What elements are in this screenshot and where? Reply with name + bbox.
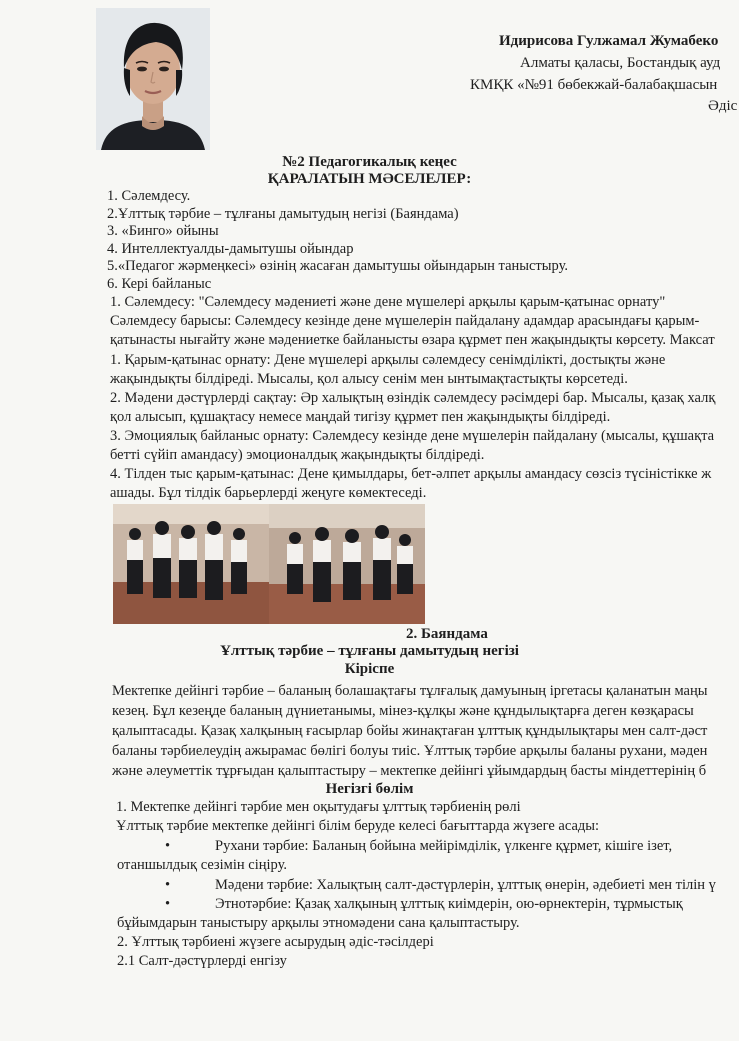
- agenda-item: 6. Кері байланыс: [107, 276, 212, 292]
- paragraph-line: баланы тәрбиелеудің ажырамас бөлігі болуы тиіс. Ұлттық тәрбие арқылы баланы рухани, мәден: [112, 743, 708, 759]
- subsection-title: 2. Ұлттық тәрбиені жүзеге асырудың әдіс-тәсілдері: [117, 934, 434, 950]
- paragraph-line: жақындықты білдіреді. Мысалы, қол алысу сенім мен ынтымақтастықты көрсетеді.: [110, 371, 628, 387]
- agenda-item: 1. Сәлемдесу.: [107, 188, 191, 204]
- agenda-item: 5.«Педагог жәрмеңкесі» өзінің жасаған дамытушы ойындарын таныстыру.: [107, 258, 568, 274]
- event-photo-left: [113, 504, 269, 624]
- paragraph-line: Ұлттық тәрбие мектепке дейінгі білім беруде келесі бағыттарда жүзеге асады:: [116, 818, 600, 834]
- bullet-text: Этнотәрбие: Қазақ халқының ұлттық киімдерін, ою-өрнектерін, тұрмыстық: [215, 896, 683, 912]
- agenda-item: 3. «Бинго» ойыны: [107, 223, 219, 239]
- author-role: Әдіс: [708, 98, 738, 114]
- paragraph-line: 3. Эмоциялық байланыс орнату: Сәлемдесу кезінде дене мүшелерін пайдалану (мысалы, құшақта: [110, 428, 715, 444]
- author-org: КМҚК «№91 бөбекжай-балабақшасын: [470, 77, 718, 93]
- intro-heading: Кіріспе: [344, 661, 395, 677]
- paragraph-line: қатынасты нығайту және мәдениетке байланысты өзара құрмет пен жақындықты көрсету. Максат: [110, 332, 715, 348]
- paragraph-line: Мектепке дейінгі тәрбие – баланың болашақтағы тұлғалық дамуының іргетасы қаланатын маңы: [112, 683, 708, 699]
- main-heading: Негізгі бөлім: [325, 781, 414, 797]
- paragraph-line: 2. Мәдени дәстүрлерді сақтау: Әр халықтың өзіндік сәлемдесу рәсімдері бар. Мысалы, қазақ халқ: [110, 390, 716, 406]
- paragraph-line: кезең. Бұл кезеңде баланың дүниетанымы, мінез-құлқы және құндылықтарға деген көзқарасы: [112, 703, 694, 719]
- bullet-text: Рухани тәрбие: Баланың бойына мейірімділік, үлкенге құрмет, кішіге ізет,: [215, 838, 673, 854]
- paragraph-line: қол алысып, құшақтасу немесе маңдай тигізу құрмет пен жақындықты білдіреді.: [110, 409, 611, 425]
- event-photo-right: [269, 504, 425, 624]
- paragraph-line: және әлеуметтік тұрғыдан қалыптастыру – мектепке дейінгі ұйымдардың басты міндеттерінің б: [112, 763, 707, 779]
- bullet-text-cont: отаншылдық сезімін сіңіру.: [117, 857, 288, 873]
- paragraph-line: қалыптасады. Қазақ халқының ғасырлар бойы жинақтаған ұлттық құндылықтары мен салт-дәст: [112, 723, 708, 739]
- subsection-title: 1. Мектепке дейінгі тәрбие мен оқытудағы ұлттық тәрбиенің рөлі: [116, 799, 521, 815]
- report-title: Ұлттық тәрбие – тұлғаны дамытудың негізі: [220, 643, 519, 659]
- bullet-text: Мәдени тәрбие: Халықтың салт-дәстүрлерін, ұлттық өнерін, әдебиеті мен тілін ү: [215, 877, 716, 893]
- agenda-item: 2.Ұлттық тәрбие – тұлғаны дамытудың негізі (Баяндама): [107, 206, 459, 222]
- bullet: •: [165, 838, 171, 854]
- subsection-title: 2.1 Салт-дәстүрлерді енгізу: [117, 953, 287, 969]
- paragraph-line: 4. Тілден тыс қарым-қатынас: Дене қимылдары, бет-әлпет арқылы амандасу сөзсіз түсіністікке ж: [110, 466, 712, 482]
- agenda-item: 4. Интеллектуалды-дамытушы ойындар: [107, 241, 354, 257]
- paragraph-line: 1. Сәлемдесу: "Сәлемдесу мәдениеті және дене мүшелері арқылы қарым-қатынас орнату": [110, 294, 666, 310]
- bullet: •: [165, 877, 171, 893]
- paragraph-line: ашады. Бұл тілдік барьерлерді жеңуге көмектеседі.: [110, 485, 427, 501]
- council-title: №2 Педагогикалық кеңес: [282, 154, 457, 170]
- paragraph-line: бетті сүйіп амандасу) эмоционалдық жақындықты білдіреді.: [110, 447, 485, 463]
- bullet: •: [165, 896, 171, 912]
- author-photo: [96, 8, 210, 150]
- author-city: Алматы қаласы, Бостандық ауд: [520, 55, 721, 71]
- author-name: Идирисова Гулжамал Жумабеко: [499, 33, 719, 49]
- agenda-heading: ҚАРАЛАТЫН МӘСЕЛЕЛЕР:: [267, 171, 472, 187]
- report-number: 2. Баяндама: [406, 626, 488, 642]
- paragraph-line: 1. Қарым-қатынас орнату: Дене мүшелері арқылы сәлемдесу сенімділікті, достықты және: [110, 352, 666, 368]
- portrait-illustration: [96, 8, 210, 150]
- bullet-text-cont: бұйымдарын таныстыру арқылы этномәдени сана қалыптастыру.: [117, 915, 520, 931]
- paragraph-line: Сәлемдесу барысы: Сәлемдесу кезінде дене мүшелерін пайдалану адамдар арасындағы қарым-: [110, 313, 700, 329]
